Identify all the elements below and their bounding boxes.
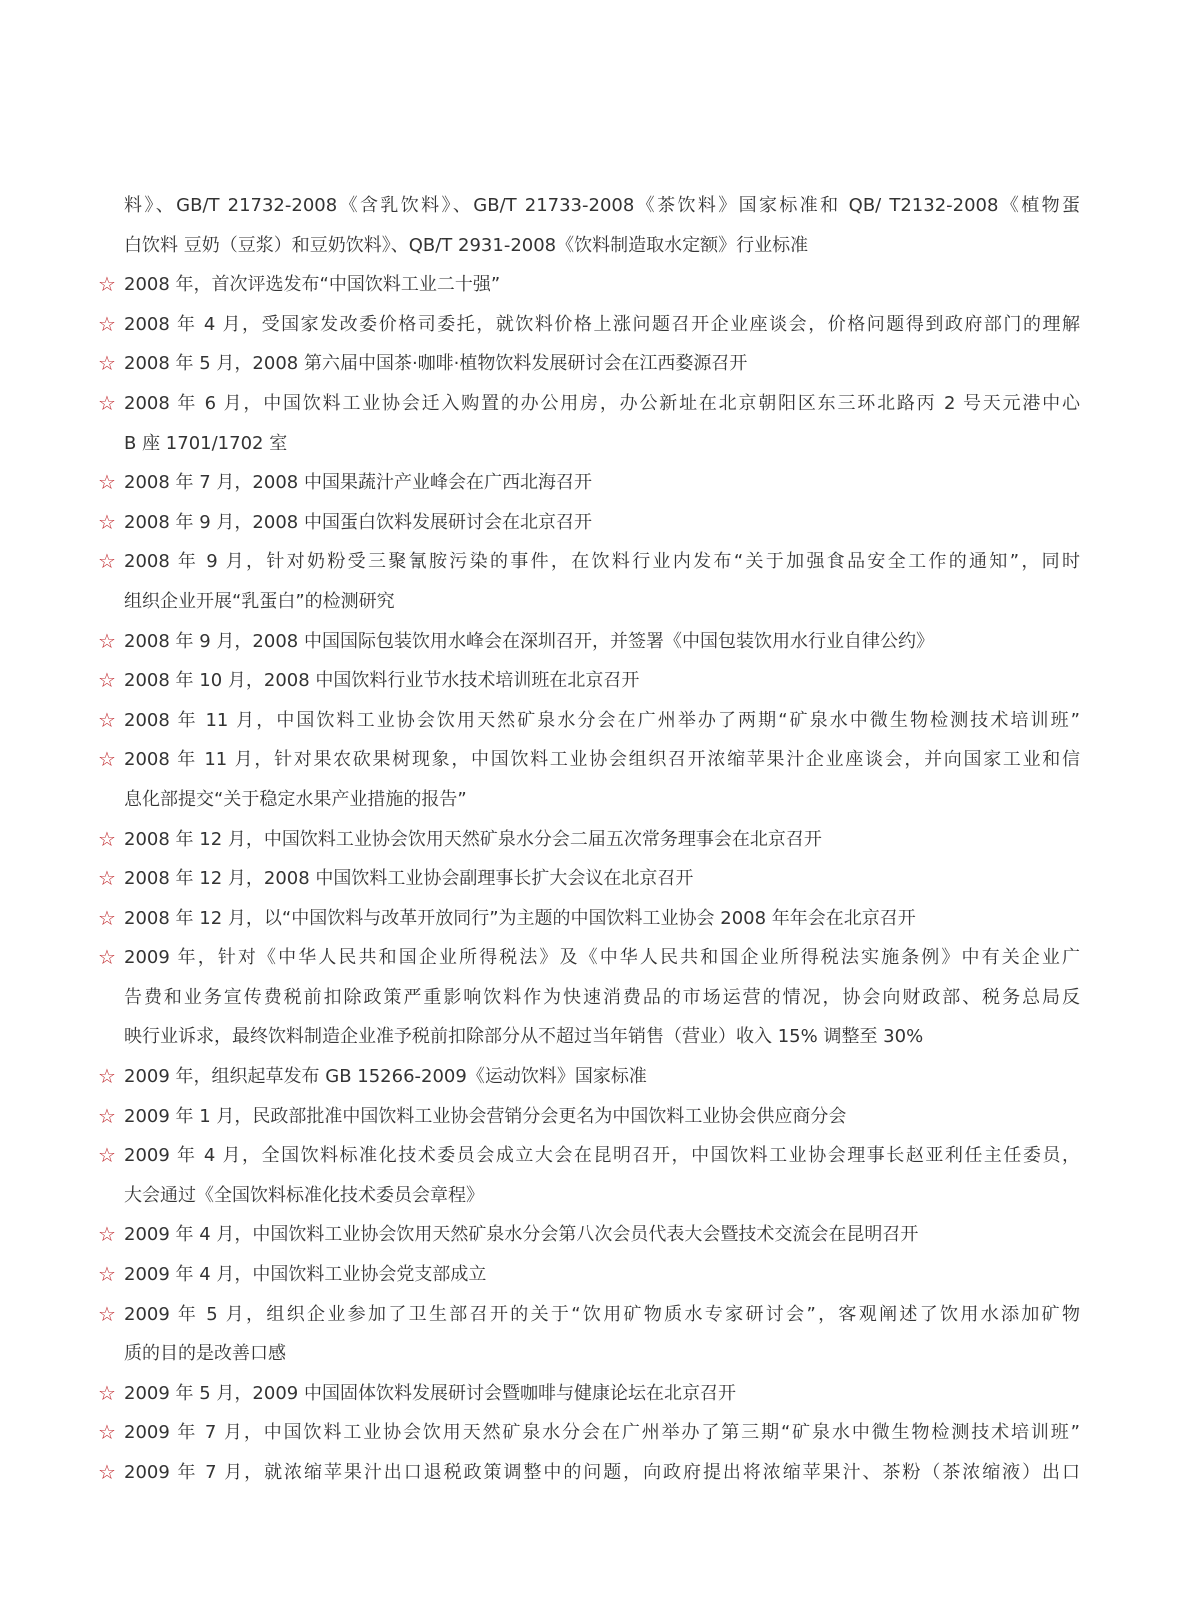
star-outline-icon: ☆ <box>98 1064 116 1089</box>
timeline-entry <box>98 820 1080 860</box>
star-outline-icon: ☆ <box>98 866 116 891</box>
entry-text: 息化部提交“关于稳定水果产业措施的报告” <box>124 788 467 810</box>
entry-text: 2009 年，组织起草发布 GB 15266-2009《运动饮料》国家标准 <box>124 1066 647 1088</box>
star-outline-icon: ☆ <box>98 1460 116 1484</box>
timeline-entry <box>98 661 1080 701</box>
timeline-entry-continuation <box>98 186 1080 226</box>
timeline-entry-continuation <box>98 1176 1080 1216</box>
entry-text: 2009 年 7 月，中国饮料工业协会饮用天然矿泉水分会在广州举办了第三期“矿泉水中微生物检测技术培训班” <box>124 1422 1080 1444</box>
entry-text: 2008 年 7 月，2008 中国果蔬汁产业峰会在广西北海召开 <box>124 472 592 494</box>
entry-text: 2009 年，针对《中华人民共和国企业所得税法》及《中华人民共和国企业所得税法实施条例》中有关企业广 <box>124 947 1080 969</box>
timeline-list <box>98 186 1080 1493</box>
timeline-entry-continuation <box>98 1017 1080 1057</box>
timeline-entry <box>98 1097 1080 1137</box>
entry-text: 2008 年 9 月，2008 中国蛋白饮料发展研讨会在北京召开 <box>124 511 592 533</box>
timeline-entry <box>98 859 1080 899</box>
entry-text: 2008 年 11 月，中国饮料工业协会饮用天然矿泉水分会在广州举办了两期“矿泉水中微生物检测技术培训班” <box>124 709 1080 731</box>
entry-text: 白饮料 豆奶（豆浆）和豆奶饮料》、QB/T 2931-2008《饮料制造取水定额》行业标准 <box>124 234 809 256</box>
entry-text: 大会通过《全国饮料标准化技术委员会章程》 <box>124 1184 484 1206</box>
entry-text: 告费和业务宣传费税前扣除政策严重影响饮料作为快速消费品的市场运营的情况，协会向财政部、税务总局反 <box>124 986 1080 1008</box>
timeline-entry <box>98 1453 1080 1493</box>
entry-text: 2009 年 4 月，中国饮料工业协会党支部成立 <box>124 1264 487 1286</box>
entry-text: 2008 年 11 月，针对果农砍果树现象，中国饮料工业协会组织召开浓缩苹果汁企业座谈会，并向国家工业和信 <box>124 749 1080 771</box>
timeline-entry-continuation <box>98 780 1080 820</box>
star-outline-icon: ☆ <box>98 351 116 376</box>
star-outline-icon: ☆ <box>98 668 116 693</box>
timeline-entry <box>98 740 1080 780</box>
star-outline-icon: ☆ <box>98 826 116 851</box>
entry-text: 映行业诉求，最终饮料制造企业准予税前扣除部分从不超过当年销售（营业）收入 15% 调整至 30% <box>124 1026 924 1048</box>
star-outline-icon: ☆ <box>98 905 116 930</box>
star-outline-icon: ☆ <box>98 1143 116 1168</box>
timeline-entry <box>98 463 1080 503</box>
entry-text: 2008 年 9 月，2008 中国国际包装饮用水峰会在深圳召开，并签署《中国包装饮用水行业自律公约》 <box>124 630 934 652</box>
entry-text: 2009 年 5 月，2009 中国固体饮料发展研讨会暨咖啡与健康论坛在北京召开 <box>124 1382 736 1404</box>
timeline-entry <box>98 701 1080 741</box>
entry-text: 2008 年 4 月，受国家发改委价格司委托，就饮料价格上涨问题召开企业座谈会，价格问题得到政府部门的理解 <box>124 313 1080 335</box>
timeline-entry <box>98 305 1080 345</box>
star-outline-icon: ☆ <box>98 549 116 574</box>
star-outline-icon: ☆ <box>98 1222 116 1247</box>
star-outline-icon: ☆ <box>98 1301 116 1326</box>
timeline-entry <box>98 1255 1080 1295</box>
entry-text: 2009 年 5 月，组织企业参加了卫生部召开的关于“饮用矿物质水专家研讨会”，客观阐述了饮用水添加矿物 <box>124 1303 1080 1325</box>
entry-text: 组织企业开展“乳蛋白”的检测研究 <box>124 590 395 612</box>
timeline-entry <box>98 622 1080 662</box>
entry-text: 2008 年 10 月，2008 中国饮料行业节水技术培训班在北京召开 <box>124 670 640 692</box>
timeline-entry-continuation <box>98 582 1080 622</box>
entry-text: 2008 年，首次评选发布“中国饮料工业二十强” <box>124 274 501 296</box>
entry-text: 2008 年 12 月，2008 中国饮料工业协会副理事长扩大会议在北京召开 <box>124 868 694 890</box>
timeline-entry-continuation <box>98 424 1080 464</box>
timeline-entry-continuation <box>98 978 1080 1018</box>
timeline-entry <box>98 1057 1080 1097</box>
timeline-entry <box>98 1136 1080 1176</box>
star-outline-icon: ☆ <box>98 707 116 732</box>
entry-text: 2009 年 4 月，全国饮料标准化技术委员会成立大会在昆明召开，中国饮料工业协会理事长赵亚利任主任委员， <box>124 1145 1080 1167</box>
entry-text: 2009 年 4 月，中国饮料工业协会饮用天然矿泉水分会第八次会员代表大会暨技术交流会在昆明召开 <box>124 1224 919 1246</box>
star-outline-icon: ☆ <box>98 747 116 772</box>
star-outline-icon: ☆ <box>98 628 116 653</box>
entry-text: 2008 年 5 月，2008 第六届中国茶·咖啡·植物饮料发展研讨会在江西婺源召开 <box>124 353 748 375</box>
star-outline-icon: ☆ <box>98 390 116 415</box>
timeline-entry <box>98 384 1080 424</box>
timeline-entry <box>98 1374 1080 1414</box>
timeline-entry <box>98 1295 1080 1335</box>
star-outline-icon: ☆ <box>98 272 116 297</box>
timeline-entry <box>98 1215 1080 1255</box>
star-outline-icon: ☆ <box>98 509 116 534</box>
star-outline-icon: ☆ <box>98 945 116 970</box>
timeline-entry <box>98 899 1080 939</box>
timeline-entry-continuation <box>98 1334 1080 1374</box>
timeline-entry <box>98 1413 1080 1453</box>
timeline-entry <box>98 344 1080 384</box>
entry-text: 2008 年 6 月，中国饮料工业协会迁入购置的办公用房，办公新址在北京朝阳区东三环北路丙 2 号天元港中心 <box>124 392 1080 414</box>
star-outline-icon: ☆ <box>98 1262 116 1287</box>
entry-text: 2008 年 12 月，中国饮料工业协会饮用天然矿泉水分会二届五次常务理事会在北京召开 <box>124 828 822 850</box>
entry-text: 2009 年 1 月，民政部批准中国饮料工业协会营销分会更名为中国饮料工业协会供应商分会 <box>124 1105 847 1127</box>
timeline-entry <box>98 938 1080 978</box>
entry-text: 质的目的是改善口感 <box>124 1343 286 1365</box>
timeline-entry <box>98 542 1080 582</box>
star-outline-icon: ☆ <box>98 311 116 336</box>
entry-text: 2009 年 7 月，就浓缩苹果汁出口退税政策调整中的问题，向政府提出将浓缩苹果汁、茶粉（茶浓缩液）出口 <box>124 1462 1080 1483</box>
timeline-entry <box>98 265 1080 305</box>
star-outline-icon: ☆ <box>98 1420 116 1445</box>
timeline-entry-continuation <box>98 226 1080 266</box>
entry-text: 2008 年 9 月，针对奶粉受三聚氰胺污染的事件，在饮料行业内发布“关于加强食品安全工作的通知”，同时 <box>124 551 1080 573</box>
timeline-entry <box>98 503 1080 543</box>
star-outline-icon: ☆ <box>98 1103 116 1128</box>
entry-text: 2008 年 12 月，以“中国饮料与改革开放同行”为主题的中国饮料工业协会 2008 年年会在北京召开 <box>124 907 916 929</box>
entry-text: B 座 1701/1702 室 <box>124 432 288 454</box>
entry-text: 料》、GB/T 21732-2008《含乳饮料》、GB/T 21733-2008《茶饮料》国家标准和 QB/ T2132-2008《植物蛋 <box>124 195 1080 216</box>
star-outline-icon: ☆ <box>98 470 116 495</box>
star-outline-icon: ☆ <box>98 1380 116 1405</box>
